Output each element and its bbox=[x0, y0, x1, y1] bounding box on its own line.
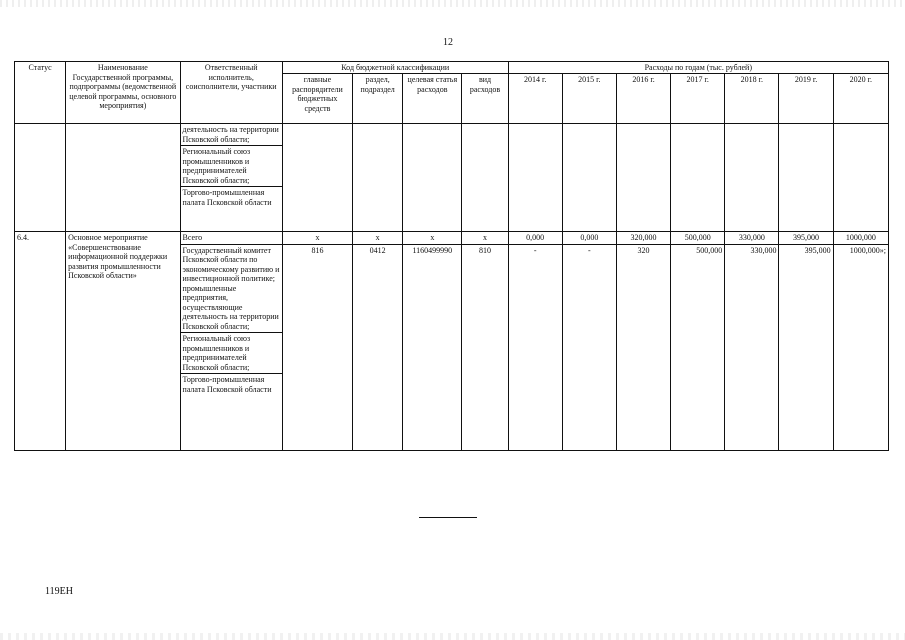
participant-text: Государственный комитет Псковской области по экономическому развитию и инвестиционной политике; промышленные предприятия, осуществляющие деятельность на территории Псковской области; bbox=[182, 245, 280, 331]
total-budget-code: x bbox=[403, 232, 462, 245]
program-table bbox=[14, 61, 889, 451]
continued-participants-cell bbox=[180, 124, 282, 232]
participant-text: Торгово-промышленная палата Псковской области bbox=[181, 373, 282, 395]
total-label: Всего bbox=[180, 232, 282, 245]
participant-text: деятельность на территории Псковской области; bbox=[182, 125, 279, 144]
detail-value-2019: 395,000 bbox=[779, 244, 833, 450]
year-header-2015: 2015 г. bbox=[562, 74, 616, 124]
header-row-1 bbox=[15, 62, 889, 74]
budget-header-target-item: целевая статья расходов bbox=[403, 74, 462, 124]
year-header-2016: 2016 г. bbox=[616, 74, 670, 124]
detail-budget-code: 1160499990 bbox=[403, 244, 462, 450]
responsible-header: Ответственный исполнитель, соисполнители, участники bbox=[180, 62, 282, 124]
participant-text: Региональный союз промышленников и предпринимателей Псковской области; bbox=[181, 332, 282, 373]
empty-cell bbox=[725, 124, 779, 232]
total-value-2019: 395,000 bbox=[779, 232, 833, 245]
status-header: Статус bbox=[15, 62, 66, 124]
year-header-2018: 2018 г. bbox=[725, 74, 779, 124]
continued-row bbox=[15, 124, 889, 232]
empty-cell bbox=[282, 124, 352, 232]
empty-cell bbox=[562, 124, 616, 232]
detail-budget-code: 810 bbox=[462, 244, 508, 450]
detail-value-2017: 500,000 bbox=[671, 244, 725, 450]
detail-participants-cell bbox=[180, 244, 282, 450]
total-budget-code: x bbox=[462, 232, 508, 245]
scan-artifact-top bbox=[0, 0, 905, 7]
total-value-2020: 1000,000 bbox=[833, 232, 888, 245]
page-number: 12 bbox=[443, 37, 453, 48]
total-value-2017: 500,000 bbox=[671, 232, 725, 245]
total-value-2016: 320,000 bbox=[616, 232, 670, 245]
total-value-2018: 330,000 bbox=[725, 232, 779, 245]
detail-value-2020: 1000,000»; bbox=[833, 244, 888, 450]
expenses-by-year-header: Расходы по годам (тыс. рублей) bbox=[508, 62, 888, 74]
participant-text: Торгово-промышленная палата Псковской области bbox=[181, 186, 282, 208]
footer-divider bbox=[419, 517, 477, 518]
measure-total-row bbox=[15, 232, 889, 245]
detail-value-2016: 320 bbox=[616, 244, 670, 450]
detail-budget-code: 816 bbox=[282, 244, 352, 450]
budget-header-section: раздел, подраздел bbox=[353, 74, 403, 124]
empty-cell bbox=[671, 124, 725, 232]
year-header-2014: 2014 г. bbox=[508, 74, 562, 124]
total-budget-code: x bbox=[353, 232, 403, 245]
measure-name: Основное мероприятие «Совершенствование информационной поддержки развития промышленности Псковской области» bbox=[66, 232, 180, 451]
empty-cell bbox=[508, 124, 562, 232]
year-header-2017: 2017 г. bbox=[671, 74, 725, 124]
total-value-2014: 0,000 bbox=[508, 232, 562, 245]
document-code: 119ЕН bbox=[45, 586, 73, 597]
detail-value-2014: - bbox=[508, 244, 562, 450]
name-header: Наименование Государственной программы, подпрограммы (ведомственной целевой программы, основного мероприятия) bbox=[66, 62, 180, 124]
scan-artifact-bottom bbox=[0, 633, 905, 640]
empty-cell bbox=[616, 124, 670, 232]
empty-cell bbox=[353, 124, 403, 232]
year-header-2019: 2019 г. bbox=[779, 74, 833, 124]
empty-cell bbox=[462, 124, 508, 232]
budget-header-main-manager: главные распорядители бюджетных средств bbox=[282, 74, 352, 124]
continued-name-cell bbox=[66, 124, 180, 232]
measure-status: 6.4. bbox=[15, 232, 66, 451]
empty-cell bbox=[403, 124, 462, 232]
detail-value-2015: - bbox=[562, 244, 616, 450]
detail-budget-code: 0412 bbox=[353, 244, 403, 450]
empty-cell bbox=[833, 124, 888, 232]
budget-header-expense-type: вид расходов bbox=[462, 74, 508, 124]
total-value-2015: 0,000 bbox=[562, 232, 616, 245]
total-budget-code: x bbox=[282, 232, 352, 245]
continued-status-cell bbox=[15, 124, 66, 232]
budget-classification-header: Код бюджетной классификации bbox=[282, 62, 508, 74]
empty-cell bbox=[779, 124, 833, 232]
detail-value-2018: 330,000 bbox=[725, 244, 779, 450]
year-header-2020: 2020 г. bbox=[833, 74, 888, 124]
participant-text: Региональный союз промышленников и предпринимателей Псковской области; bbox=[181, 145, 282, 186]
